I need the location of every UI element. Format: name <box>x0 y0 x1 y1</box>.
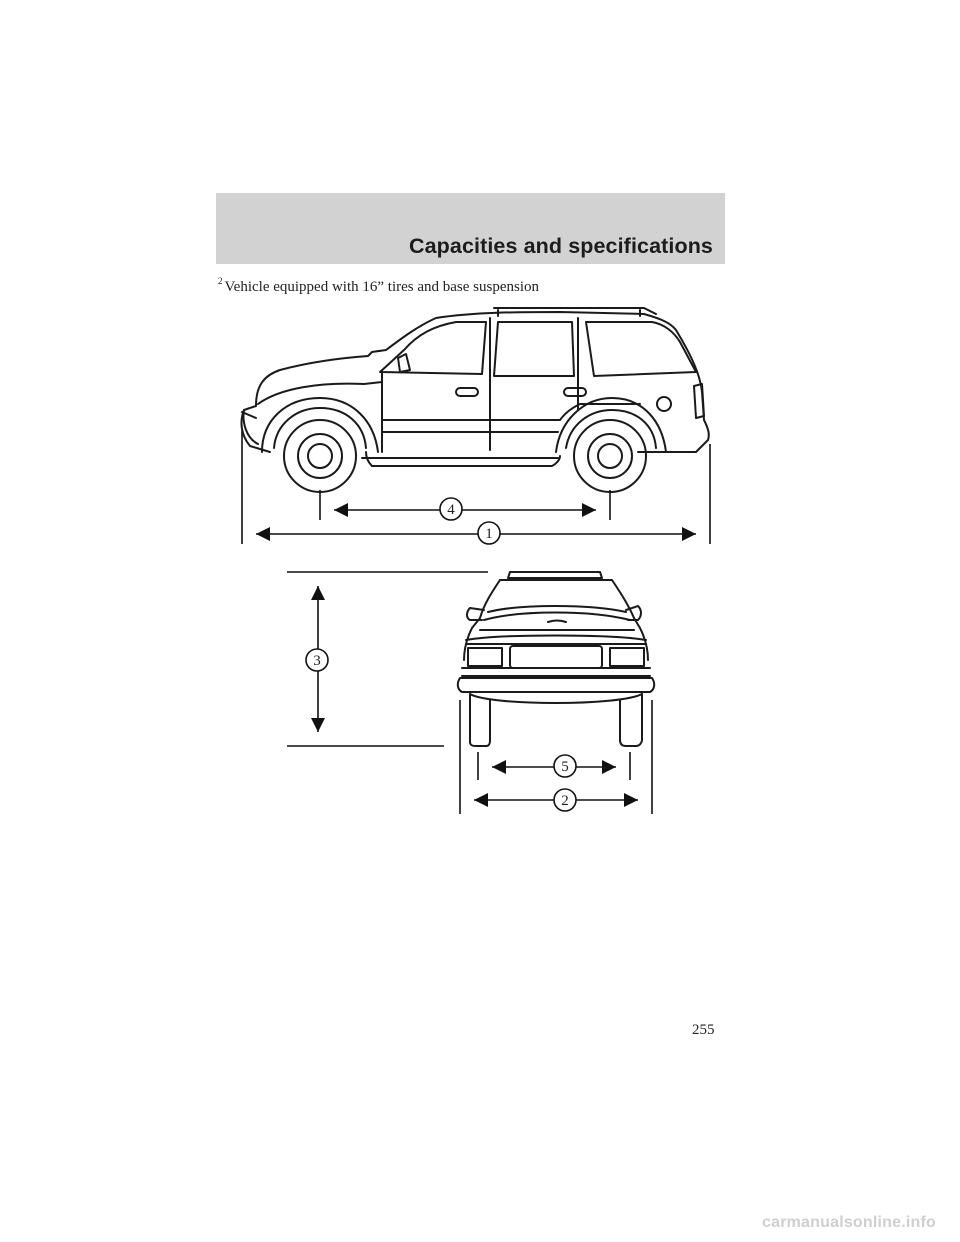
track-label <box>554 755 576 777</box>
svg-text:3: 3 <box>313 653 321 669</box>
svg-text:2: 2 <box>561 793 569 809</box>
overall-height-label <box>306 649 328 671</box>
overall-length-label <box>478 522 500 544</box>
page-number: 255 <box>692 1022 715 1038</box>
watermark: carmanualsonline.info <box>762 1214 937 1231</box>
wheelbase-label <box>440 498 462 520</box>
footnote-marker: 2 <box>218 276 223 286</box>
page-title: Capacities and specifications <box>408 234 713 258</box>
svg-text:1: 1 <box>485 526 493 542</box>
overall-width-label <box>554 789 576 811</box>
suv-side-view-icon <box>242 308 709 492</box>
suv-rear-view-icon <box>458 572 654 746</box>
svg-text:4: 4 <box>447 502 455 518</box>
footnote-text: Vehicle equipped with 16” tires and base suspension <box>224 279 540 295</box>
svg-text:5: 5 <box>561 759 569 775</box>
